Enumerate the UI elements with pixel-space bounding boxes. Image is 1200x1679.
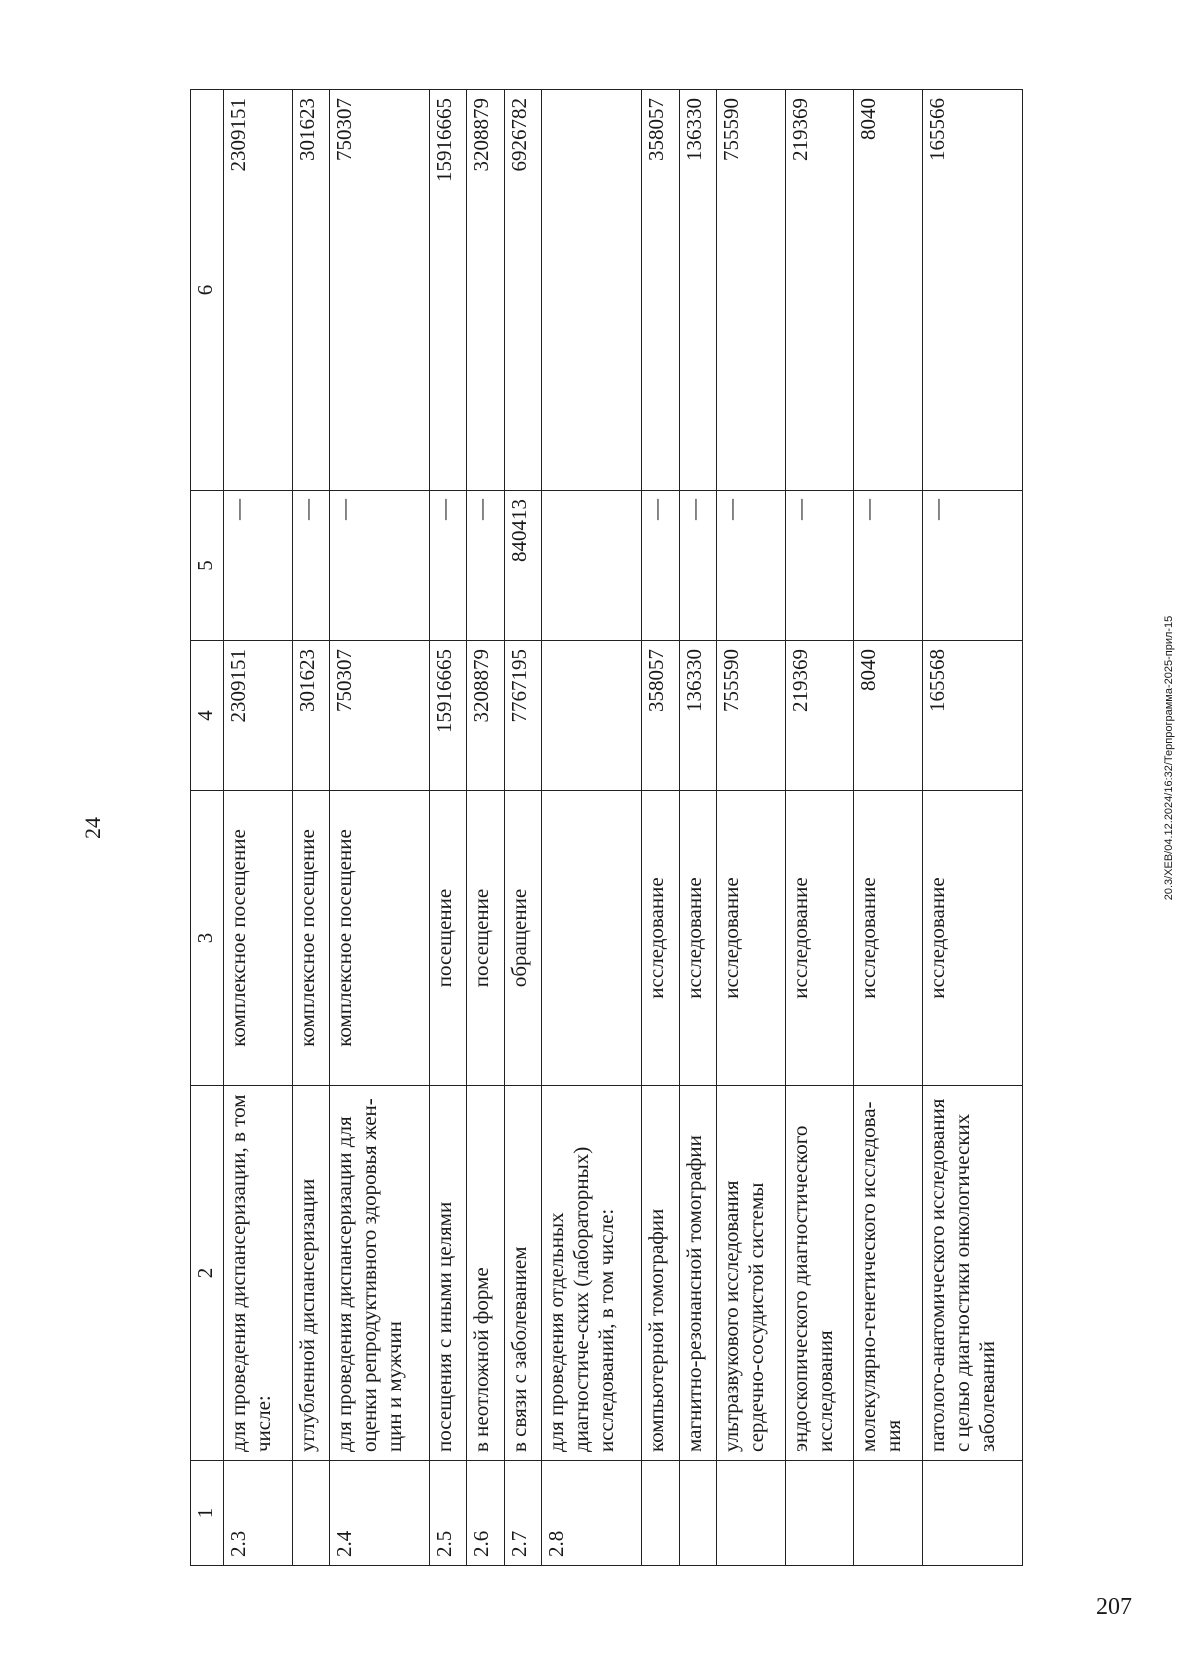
table-cell-col-2: патолого-анатомического исследования с целью диагностики онкологических заболеваний xyxy=(923,1086,1023,1461)
table-cell-col-4 xyxy=(542,641,642,791)
table-cell-col-4: 136330 xyxy=(679,641,716,791)
table-cell-col-6: 136330 xyxy=(679,90,716,491)
header-col-6: 6 xyxy=(191,90,224,491)
table-row xyxy=(504,90,541,1566)
table-cell-col-2: в неотложной форме xyxy=(467,1086,504,1461)
header-col-4: 4 xyxy=(191,641,224,791)
table-cell-col-3: комплексное посещение xyxy=(292,791,329,1086)
table-cell-col-4: 2309151 xyxy=(224,641,293,791)
table-cell-col-1 xyxy=(292,1461,329,1566)
table-row xyxy=(923,90,1023,1566)
table-cell-col-3: комплексное посещение xyxy=(330,791,430,1086)
table-cell-col-1: 2.8 xyxy=(542,1461,642,1566)
table-row xyxy=(330,90,430,1566)
table-cell-col-3: обращение xyxy=(504,791,541,1086)
table-cell-col-3: исследование xyxy=(785,791,854,1086)
table-cell-col-2: для проведения диспансеризации, в том числе: xyxy=(224,1086,293,1461)
table-cell-col-4: 3208879 xyxy=(467,641,504,791)
table-cell-col-3: посещение xyxy=(467,791,504,1086)
table-cell-col-6 xyxy=(542,90,642,491)
table-cell-col-2: для проведения диспансеризации для оценки репродуктивного здоровья жен-щин и мужчин xyxy=(330,1086,430,1461)
table-cell-col-5: — xyxy=(330,491,430,641)
header-col-1: 1 xyxy=(191,1461,224,1566)
rotated-table-wrapper xyxy=(190,90,1023,1566)
document-stamp: 20.3/ХЕВ/04.12.2024/16:32/Терпрограмма-2025-прил-15 xyxy=(1163,615,1175,901)
table-row xyxy=(292,90,329,1566)
table-cell-col-6: 8040 xyxy=(854,90,923,491)
table-cell-col-2: в связи с заболеванием xyxy=(504,1086,541,1461)
table-cell-col-1: 2.5 xyxy=(429,1461,466,1566)
table-cell-col-3: исследование xyxy=(717,791,786,1086)
table-cell-col-4: 301623 xyxy=(292,641,329,791)
table-cell-col-3: исследование xyxy=(854,791,923,1086)
table-cell-col-4: 15916665 xyxy=(429,641,466,791)
table-row xyxy=(717,90,786,1566)
table-cell-col-2: магнитно-резонансной томографии xyxy=(679,1086,716,1461)
table-header-row xyxy=(191,90,224,1566)
table-cell-col-2: эндоскопического диагностического исследования xyxy=(785,1086,854,1461)
table-cell-col-1: 2.3 xyxy=(224,1461,293,1566)
table-cell-col-2: посещения с иными целями xyxy=(429,1086,466,1461)
table-cell-col-3: исследование xyxy=(642,791,679,1086)
table-cell-col-3: исследование xyxy=(923,791,1023,1086)
table-cell-col-2: углубленной диспансеризации xyxy=(292,1086,329,1461)
table-cell-col-5: — xyxy=(679,491,716,641)
table-cell-col-5: — xyxy=(717,491,786,641)
table-cell-col-6: 358057 xyxy=(642,90,679,491)
table-cell-col-5: — xyxy=(854,491,923,641)
table-cell-col-4: 755590 xyxy=(717,641,786,791)
table-cell-col-5 xyxy=(542,491,642,641)
table-cell-col-5: — xyxy=(467,491,504,641)
table-cell-col-2: ультразвукового исследования сердечно-сосудистой системы xyxy=(717,1086,786,1461)
table-cell-col-6: 2309151 xyxy=(224,90,293,491)
table-cell-col-6: 219369 xyxy=(785,90,854,491)
table-cell-col-1 xyxy=(642,1461,679,1566)
table-cell-col-6: 750307 xyxy=(330,90,430,491)
table-cell-col-4: 219369 xyxy=(785,641,854,791)
table-cell-col-1: 2.7 xyxy=(504,1461,541,1566)
table-cell-col-6: 165566 xyxy=(923,90,1023,491)
table-cell-col-6: 301623 xyxy=(292,90,329,491)
table-cell-col-1 xyxy=(717,1461,786,1566)
table-cell-col-5: 840413 xyxy=(504,491,541,641)
table-row xyxy=(785,90,854,1566)
data-table xyxy=(190,89,1023,1566)
header-col-3: 3 xyxy=(191,791,224,1086)
table-cell-col-6: 15916665 xyxy=(429,90,466,491)
table-row xyxy=(642,90,679,1566)
table-cell-col-6: 3208879 xyxy=(467,90,504,491)
table-cell-col-5: — xyxy=(642,491,679,641)
footer-page-number: 207 xyxy=(1096,1594,1132,1620)
table-row xyxy=(542,90,642,1566)
table-cell-col-4: 8040 xyxy=(854,641,923,791)
table-cell-col-1 xyxy=(854,1461,923,1566)
table-cell-col-3: комплексное посещение xyxy=(224,791,293,1086)
table-cell-col-1 xyxy=(923,1461,1023,1566)
table-row xyxy=(429,90,466,1566)
table-cell-col-4: 750307 xyxy=(330,641,430,791)
table-cell-col-2: для проведения отдельных диагностиче-ских (лабораторных) исследований, в том числе: xyxy=(542,1086,642,1461)
table-row xyxy=(679,90,716,1566)
table-cell-col-1: 2.6 xyxy=(467,1461,504,1566)
table-cell-col-2: молекулярно-генетического исследова-ния xyxy=(854,1086,923,1461)
page-number: 24 xyxy=(80,817,105,839)
table-cell-col-1 xyxy=(785,1461,854,1566)
table-row xyxy=(224,90,293,1566)
table-row xyxy=(854,90,923,1566)
table-row xyxy=(467,90,504,1566)
table-cell-col-3 xyxy=(542,791,642,1086)
table-cell-col-4: 165568 xyxy=(923,641,1023,791)
table-cell-col-2: компьютерной томографии xyxy=(642,1086,679,1461)
table-cell-col-1 xyxy=(679,1461,716,1566)
table-cell-col-6: 6926782 xyxy=(504,90,541,491)
table-cell-col-5: — xyxy=(429,491,466,641)
table-cell-col-4: 358057 xyxy=(642,641,679,791)
header-col-5: 5 xyxy=(191,491,224,641)
table-cell-col-3: исследование xyxy=(679,791,716,1086)
table-cell-col-3: посещение xyxy=(429,791,466,1086)
table-cell-col-1: 2.4 xyxy=(330,1461,430,1566)
table-cell-col-6: 755590 xyxy=(717,90,786,491)
table-cell-col-5: — xyxy=(923,491,1023,641)
table-cell-col-4: 7767195 xyxy=(504,641,541,791)
table-cell-col-5: — xyxy=(785,491,854,641)
table-cell-col-5: — xyxy=(292,491,329,641)
table-cell-col-5: — xyxy=(224,491,293,641)
header-col-2: 2 xyxy=(191,1086,224,1461)
